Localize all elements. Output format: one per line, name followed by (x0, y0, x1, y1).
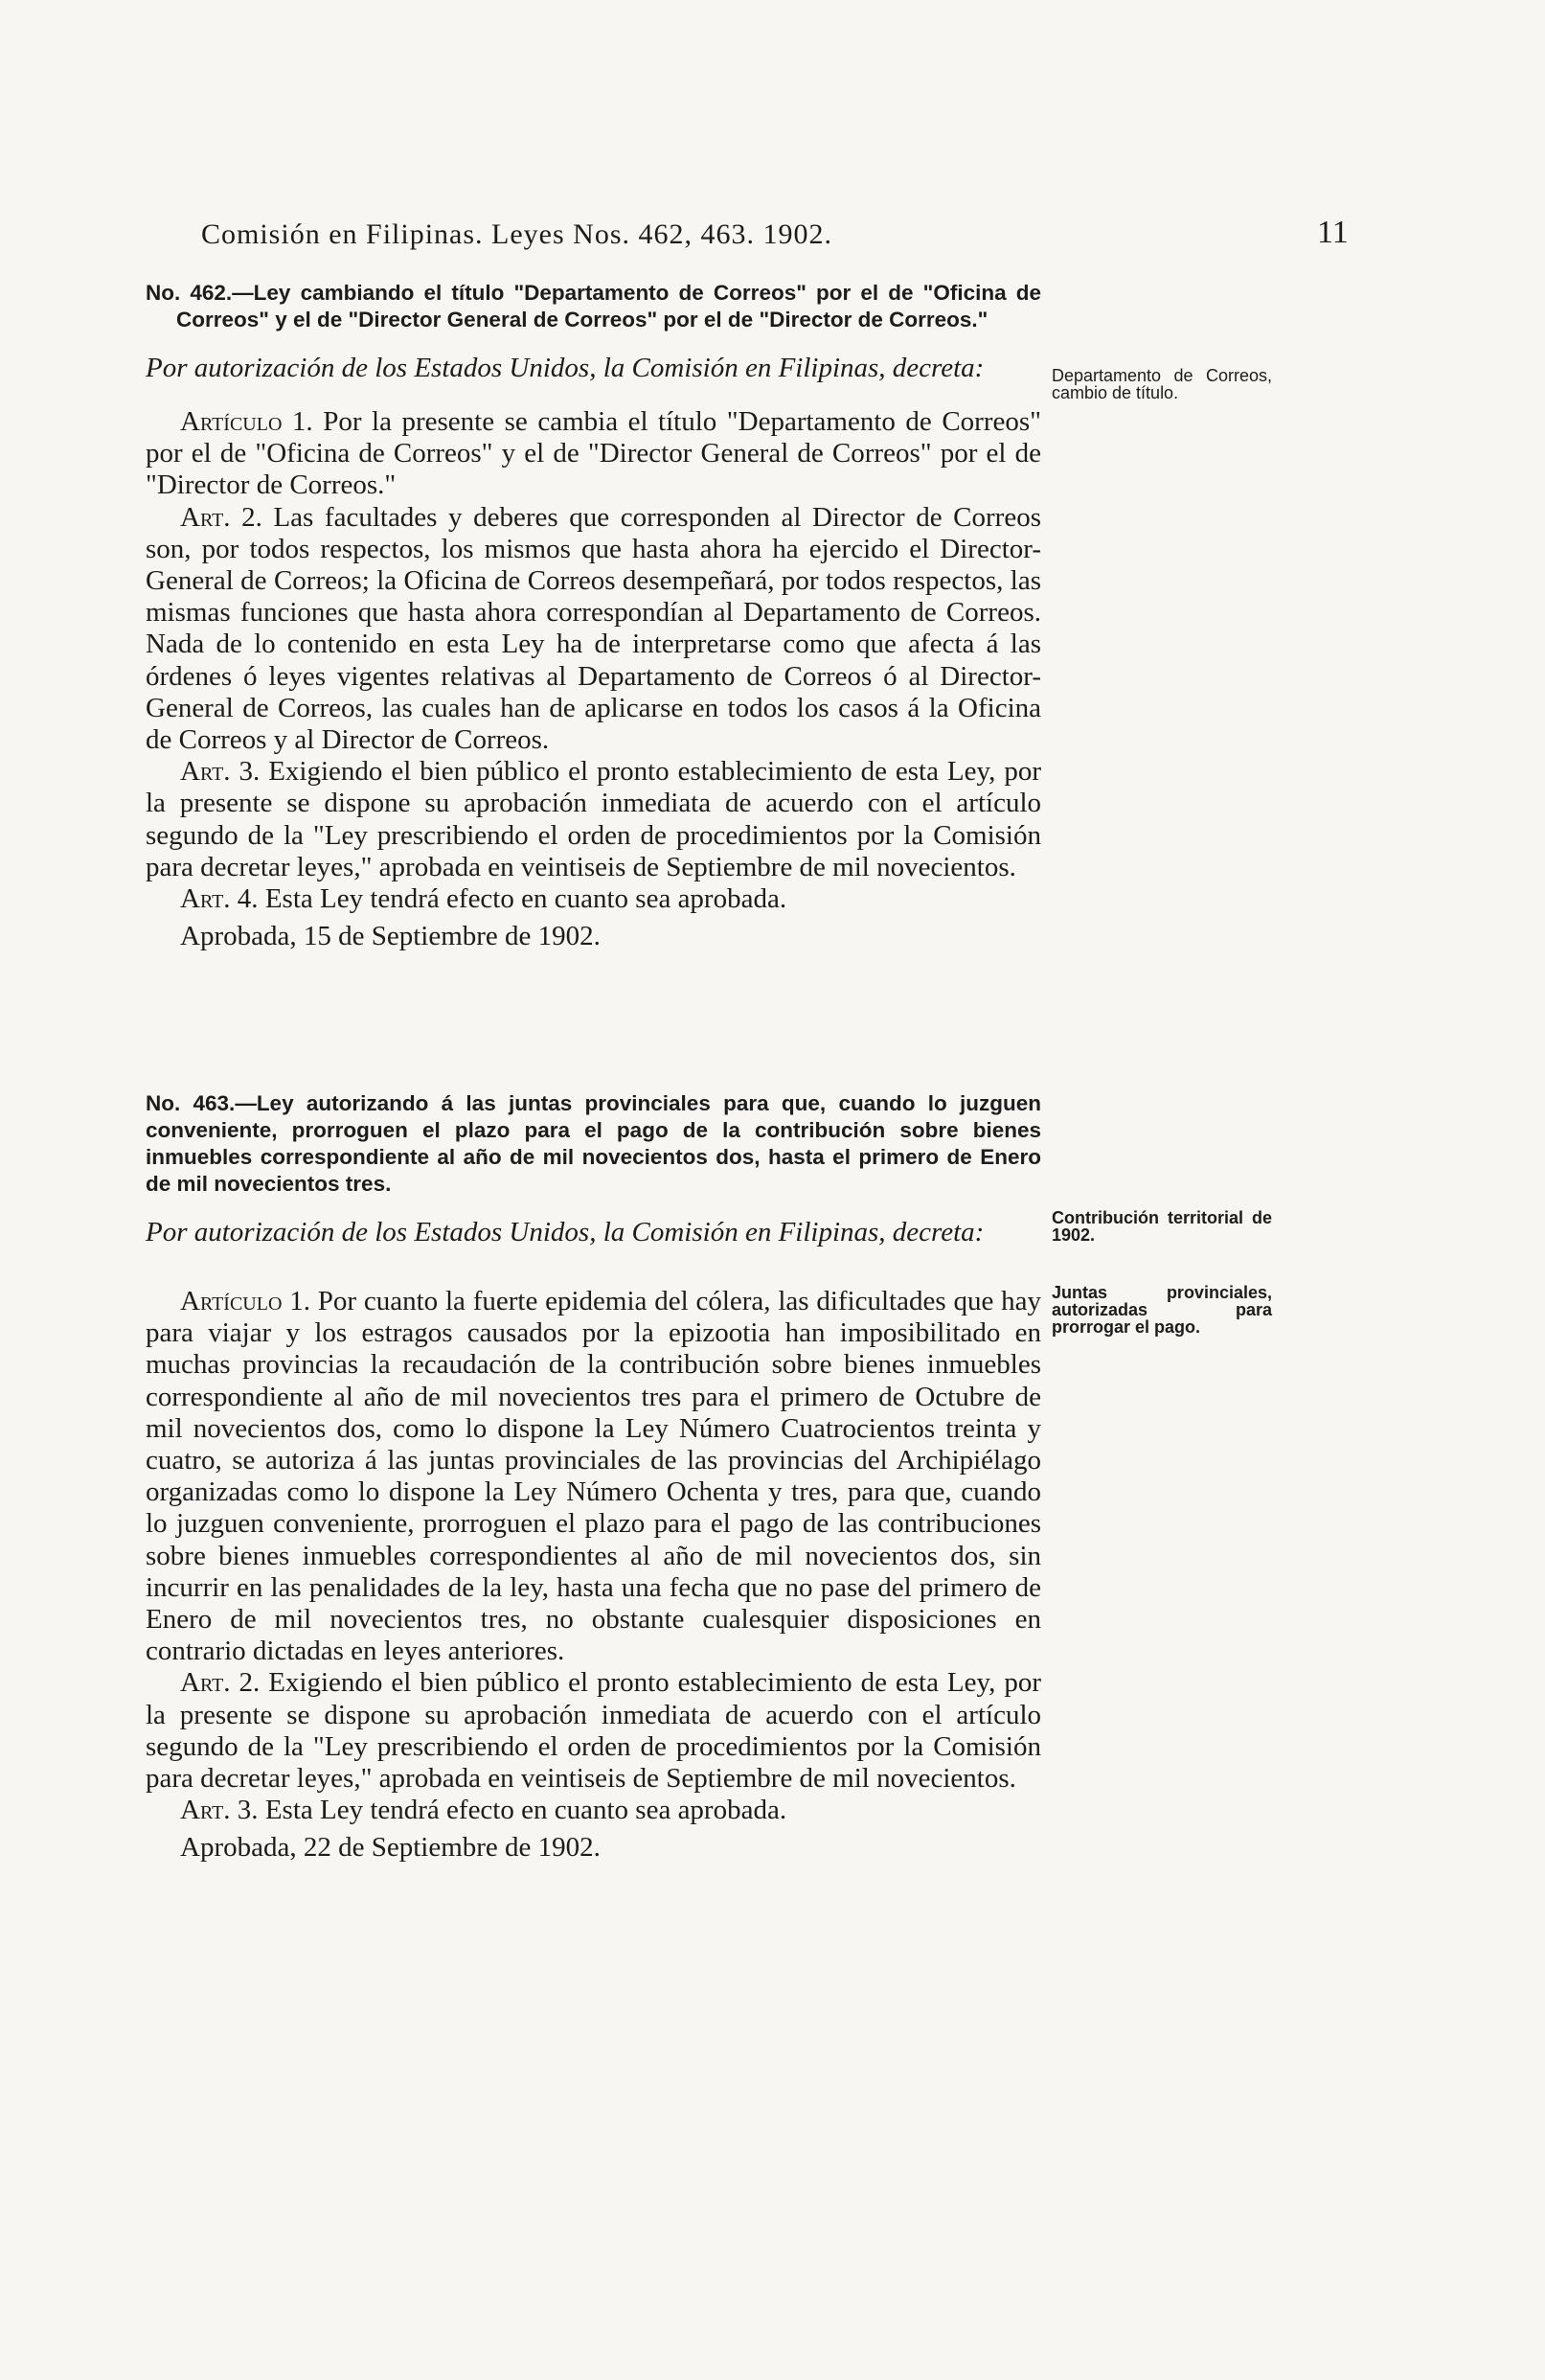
article-text: Exigiendo el bien público el pronto establecimiento de esta Ley, por la presente se dispone su aprobación inmediata de acuerdo con el artículo segundo de la "Ley prescribiendo el orden de procedimientos por la Comisión para decretar leyes," aprobada en veintiseis de Septiembre de mil novecientos. (146, 1667, 1041, 1795)
article-text: Por cuanto la fuerte epidemia del cólera, las dificultades que hay para viajar y los estragos causados por la epizootia han imposibilitado en muchas provincias la recaudación de la contribución sobre bienes inmuebles correspondiente al año de mil novecientos tres para el primero de Octubre de mil novecientos dos, como lo dispone la Ley Número Cuatrocientos treinta y cuatro, se autoriza á las juntas provinciales de las provincias del Archipiélago organizadas como lo dispone la Ley Número Ochenta y tres, para que, cuando lo juzguen conveniente, prorroguen el plazo para el pago de las contribuciones sobre bienes inmuebles correspondientes al año de mil novecientos dos, sin incurrir en las penalidades de la ley, hasta una fecha que no pase del primero de Enero de mil novecientos tres, no obstante cualesquier disposiciones en contrario dictadas en leyes anteriores. (146, 1286, 1042, 1667)
law-463-article-1 (146, 1286, 1041, 1667)
law-462-article-3 (146, 756, 1041, 883)
law-462-article-4 (146, 883, 1041, 915)
law-463 (146, 1090, 1041, 1864)
law-462-enacting-clause: Por autorización de los Estados Unidos, la Comisión en Filipinas, decreta: (146, 353, 985, 383)
law-462 (146, 280, 1041, 952)
article-text: Exigiendo el bien público el pronto establecimiento de esta Ley, por la presente se dispone su aprobación inmediata de acuerdo con el artículo segundo de la "Ley prescribiendo el orden de procedimientos por la Comisión para decretar leyes," aprobada en veintiseis de Septiembre de mil novecientos. (146, 756, 1041, 882)
article-label: Art. 2. (180, 1667, 261, 1699)
article-text: Las facultades y deberes que corresponden al Director de Correos son, por todos respectos, los mismos que hasta ahora ha ejercido el Director-General de Correos; la Oficina de Correos desempeñará, por todos respectos, las mismas funciones que hasta ahora correspondían al Departamento de Correos. Nada de lo contenido en esta Ley ha de interpretarse como que afecta á las órdenes ó leyes vigentes relativas al Departamento de Correos ó al Director-General de Correos, las cuales han de aplicarse en todos los casos á la Oficina de Correos y al Director de Correos. (146, 501, 1041, 756)
law-462-margin-note: Departamento de Correos, cambio de título. (1052, 366, 1272, 402)
article-label: Art. 4. (180, 883, 259, 915)
article-label: Artículo 1. (180, 406, 313, 437)
law-462-heading: No. 462.—Ley cambiando el título "Departamento de Correos" por el de "Oficina de Correos" y el de "Director General de Correos" por el de "Director de Correos." (146, 281, 1041, 332)
law-463-margin-note-tax: Contribución territorial de 1902. (1052, 1208, 1272, 1245)
page-number: 11 (1317, 215, 1349, 250)
law-463-enacting-clause: Por autorización de los Estados Unidos, la Comisión en Filipinas, decreta: (146, 1217, 985, 1247)
article-label: Artículo 1. (180, 1286, 310, 1316)
law-463-article-2 (146, 1667, 1041, 1795)
article-label: Art. 3. (180, 1795, 259, 1826)
article-text: Esta Ley tendrá efecto en cuanto sea aprobada. (258, 883, 787, 915)
law-463-approved-date: Aprobada, 22 de Septiembre de 1902. (180, 1832, 601, 1864)
law-463-article-3 (146, 1795, 1041, 1826)
article-label: Art. 3. (180, 756, 261, 788)
article-text: Esta Ley tendrá efecto en cuanto sea aprobada. (258, 1795, 787, 1826)
law-462-approved-date: Aprobada, 15 de Septiembre de 1902. (180, 921, 601, 952)
law-463-heading: No. 463.—Ley autorizando á las juntas provinciales para que, cuando lo juzguen conveniente, prorroguen el plazo para el pago de la contribución sobre bienes inmuebles correspondiente al año de mil novecientos dos, hasta el primero de Enero de mil novecientos tres. (146, 1091, 1041, 1196)
law-462-article-2 (146, 502, 1041, 757)
law-463-margin-note-boards: Juntas provinciales, autorizadas para prorrogar el pago. (1052, 1283, 1272, 1337)
law-462-article-1 (146, 406, 1041, 502)
running-head: Comisión en Filipinas. Leyes Nos. 462, 463. 1902. (201, 218, 832, 250)
article-text: Por la presente se cambia el título "Departamento de Correos" por el de "Oficina de Correos" y el de "Director General de Correos" por el de "Director de Correos." (146, 406, 1041, 501)
article-label: Art. 2. (180, 501, 262, 533)
